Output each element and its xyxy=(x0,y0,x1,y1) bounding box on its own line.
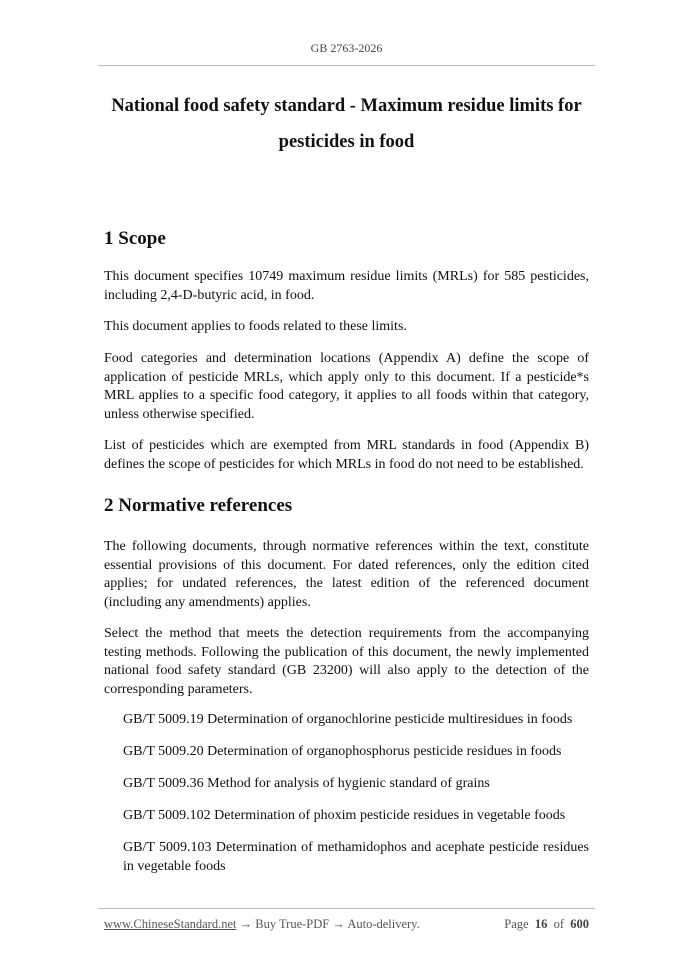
page-footer xyxy=(104,917,589,932)
scope-paragraph-3: Food categories and determination locations (Appendix A) define the scope of application of pesticide MRLs, which apply only to this document. If a pesticide*s MRL applies to a specific food category, it applies to all foods within that category, unless otherwise specified. xyxy=(104,351,589,422)
normative-paragraph-2: Select the method that meets the detection requirements from the accompanying testing methods. Following the publication of this document, the newly implemented national food safety standard (GB 23200) will also apply to the detection of the corresponding parameters. xyxy=(104,626,589,697)
arrow-icon: → xyxy=(236,917,256,931)
footer-left xyxy=(104,917,420,932)
page-indicator xyxy=(504,917,589,932)
standard-number: GB 2763-2026 xyxy=(310,41,383,55)
page-total: 600 xyxy=(570,917,589,931)
document-title-line-1: National food safety standard - Maximum residue limits for xyxy=(111,96,582,116)
buy-pdf-text: Buy True-PDF xyxy=(255,917,330,931)
scope-paragraph-2: This document applies to foods related to these limits. xyxy=(104,319,407,334)
reference-item: GB/T 5009.20 Determination of organophosphorus pesticide residues in foods xyxy=(123,744,562,759)
reference-item: GB/T 5009.102 Determination of phoxim pesticide residues in vegetable foods xyxy=(123,808,566,823)
normative-paragraph-1: The following documents, through normative references within the text, constitute essential provisions of this document. For dated references, only the edition cited applies; for undated references, the latest edition of the referenced document (including any amendments) applies. xyxy=(104,539,589,610)
arrow-icon: → xyxy=(329,917,348,931)
document-title xyxy=(98,88,595,160)
scope-paragraph-1: This document specifies 10749 maximum residue limits (MRLs) for 585 pesticides, including 2,4-D-butyric acid, in food. xyxy=(104,269,589,303)
reference-item: GB/T 5009.19 Determination of organochlorine pesticide multiresidues in foods xyxy=(123,712,573,727)
scope-paragraph-4: List of pesticides which are exempted from MRL standards in food (Appendix B) defines the scope of pesticides for which MRLs in food do not need to be established. xyxy=(104,438,589,472)
page-current: 16 xyxy=(534,917,548,931)
page-of-label: of xyxy=(553,917,564,931)
auto-delivery-text: Auto-delivery. xyxy=(347,917,420,931)
reference-item: GB/T 5009.103 Determination of methamidophos and acephate pesticide residues in vegetable foods xyxy=(123,840,589,874)
site-link[interactable]: www.ChineseStandard.net xyxy=(104,917,237,931)
header-divider xyxy=(98,65,595,66)
section-heading-scope: 1 Scope xyxy=(104,228,166,249)
document-title-line-2: pesticides in food xyxy=(278,132,415,152)
section-heading-normative-references: 2 Normative references xyxy=(104,495,293,516)
footer-divider xyxy=(98,908,595,909)
reference-item: GB/T 5009.36 Method for analysis of hygienic standard of grains xyxy=(123,776,490,791)
page-label: Page xyxy=(504,917,529,931)
